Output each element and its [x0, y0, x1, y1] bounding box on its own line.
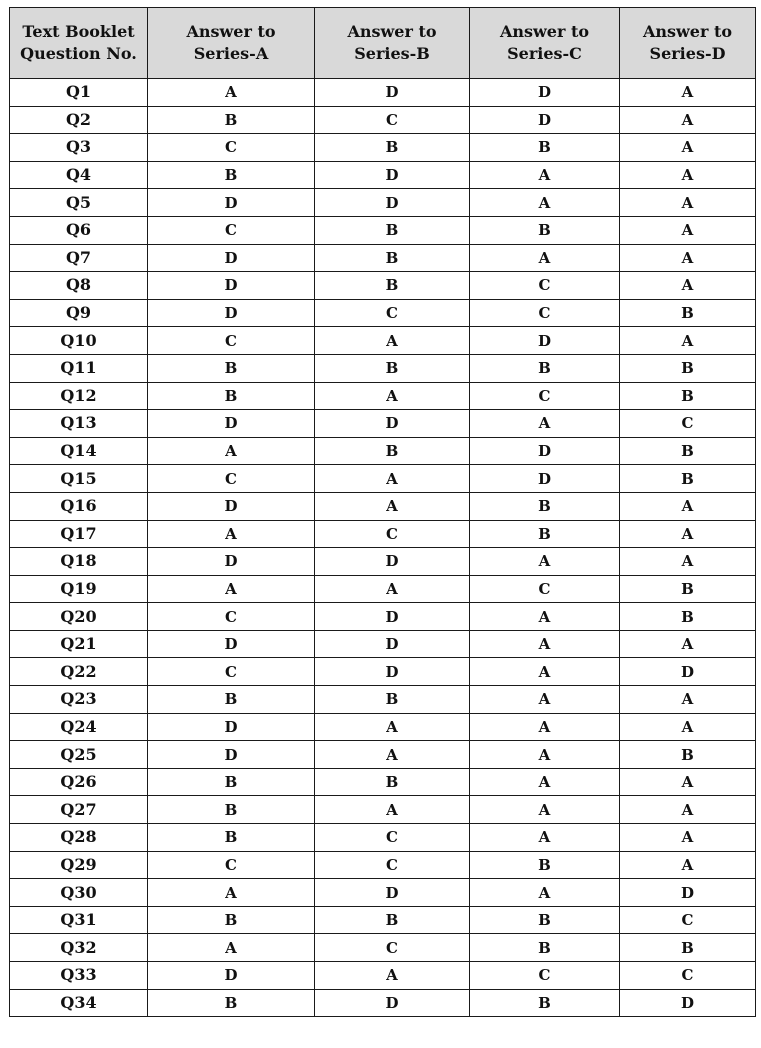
series-c-answer-cell: D [470, 106, 620, 134]
series-c-answer-cell: A [470, 879, 620, 907]
series-d-answer-cell: A [620, 824, 756, 852]
question-number-cell: Q34 [10, 989, 148, 1017]
series-d-answer-cell: A [620, 548, 756, 576]
series-c-answer-cell: B [470, 134, 620, 162]
answer-row [10, 934, 756, 962]
series-a-answer-cell: B [148, 824, 315, 852]
series-a-answer-cell: D [148, 299, 315, 327]
series-c-answer-cell: A [470, 603, 620, 631]
header-series-d-line1: Answer to [642, 22, 733, 41]
series-b-answer-cell: A [315, 327, 470, 355]
answer-row [10, 106, 756, 134]
series-c-answer-cell: C [470, 962, 620, 990]
series-d-answer-cell: A [620, 492, 756, 520]
series-c-answer-cell: D [470, 79, 620, 107]
series-d-answer-cell: A [620, 216, 756, 244]
series-d-answer-cell: A [620, 79, 756, 107]
answer-row [10, 299, 756, 327]
question-number-cell: Q18 [10, 548, 148, 576]
series-d-answer-cell: A [620, 796, 756, 824]
question-number-cell: Q21 [10, 630, 148, 658]
question-number-cell: Q29 [10, 851, 148, 879]
question-number-cell: Q15 [10, 465, 148, 493]
answer-row [10, 272, 756, 300]
series-b-answer-cell: C [315, 851, 470, 879]
header-series-a [148, 8, 315, 79]
series-a-answer-cell: D [148, 962, 315, 990]
series-a-answer-cell: A [148, 879, 315, 907]
header-series-c-line2: Series-C [507, 44, 582, 63]
header-question-no-line2: Question No. [20, 44, 137, 63]
series-b-answer-cell: B [315, 244, 470, 272]
answer-row [10, 768, 756, 796]
answer-row [10, 244, 756, 272]
series-d-answer-cell: A [620, 161, 756, 189]
answer-row [10, 465, 756, 493]
series-d-answer-cell: B [620, 741, 756, 769]
series-a-answer-cell: D [148, 272, 315, 300]
series-c-answer-cell: A [470, 630, 620, 658]
question-number-cell: Q23 [10, 686, 148, 714]
series-a-answer-cell: B [148, 796, 315, 824]
series-b-answer-cell: A [315, 575, 470, 603]
answer-row [10, 630, 756, 658]
answer-row [10, 134, 756, 162]
header-row [10, 8, 756, 79]
series-b-answer-cell: B [315, 272, 470, 300]
question-number-cell: Q32 [10, 934, 148, 962]
series-a-answer-cell: C [148, 603, 315, 631]
question-number-cell: Q12 [10, 382, 148, 410]
series-a-answer-cell: C [148, 658, 315, 686]
series-c-answer-cell: A [470, 713, 620, 741]
series-b-answer-cell: C [315, 934, 470, 962]
question-number-cell: Q17 [10, 520, 148, 548]
header-series-b [315, 8, 470, 79]
series-a-answer-cell: A [148, 437, 315, 465]
series-b-answer-cell: D [315, 630, 470, 658]
series-b-answer-cell: C [315, 299, 470, 327]
series-b-answer-cell: C [315, 106, 470, 134]
series-c-answer-cell: A [470, 658, 620, 686]
series-b-answer-cell: D [315, 161, 470, 189]
question-number-cell: Q7 [10, 244, 148, 272]
series-d-answer-cell: A [620, 768, 756, 796]
header-series-d-line2: Series-D [649, 44, 726, 63]
series-d-answer-cell: A [620, 106, 756, 134]
series-d-answer-cell: B [620, 465, 756, 493]
series-b-answer-cell: A [315, 741, 470, 769]
series-d-answer-cell: A [620, 134, 756, 162]
question-number-cell: Q13 [10, 410, 148, 438]
series-b-answer-cell: D [315, 989, 470, 1017]
series-a-answer-cell: D [148, 741, 315, 769]
answer-row [10, 410, 756, 438]
series-d-answer-cell: A [620, 630, 756, 658]
question-number-cell: Q33 [10, 962, 148, 990]
series-c-answer-cell: A [470, 548, 620, 576]
series-a-answer-cell: C [148, 465, 315, 493]
answer-row [10, 603, 756, 631]
series-c-answer-cell: D [470, 327, 620, 355]
series-d-answer-cell: C [620, 906, 756, 934]
series-d-answer-cell: C [620, 962, 756, 990]
series-c-answer-cell: B [470, 216, 620, 244]
series-d-answer-cell: B [620, 603, 756, 631]
series-b-answer-cell: C [315, 520, 470, 548]
answer-row [10, 437, 756, 465]
answer-row [10, 520, 756, 548]
question-number-cell: Q2 [10, 106, 148, 134]
header-series-d [620, 8, 756, 79]
series-a-answer-cell: B [148, 382, 315, 410]
answer-row [10, 658, 756, 686]
series-d-answer-cell: D [620, 658, 756, 686]
answer-row [10, 713, 756, 741]
series-c-answer-cell: D [470, 437, 620, 465]
series-b-answer-cell: D [315, 189, 470, 217]
series-c-answer-cell: A [470, 244, 620, 272]
series-b-answer-cell: A [315, 382, 470, 410]
answer-row [10, 382, 756, 410]
series-a-answer-cell: B [148, 768, 315, 796]
header-series-b-line2: Series-B [354, 44, 430, 63]
series-b-answer-cell: D [315, 658, 470, 686]
series-a-answer-cell: D [148, 410, 315, 438]
series-b-answer-cell: D [315, 879, 470, 907]
answer-key-table [9, 7, 756, 1017]
series-c-answer-cell: B [470, 520, 620, 548]
series-a-answer-cell: D [148, 630, 315, 658]
series-a-answer-cell: B [148, 106, 315, 134]
series-b-answer-cell: A [315, 713, 470, 741]
series-a-answer-cell: B [148, 989, 315, 1017]
series-c-answer-cell: A [470, 161, 620, 189]
answer-row [10, 327, 756, 355]
series-c-answer-cell: B [470, 354, 620, 382]
series-a-answer-cell: B [148, 161, 315, 189]
series-b-answer-cell: A [315, 465, 470, 493]
series-b-answer-cell: B [315, 768, 470, 796]
series-a-answer-cell: D [148, 548, 315, 576]
series-d-answer-cell: C [620, 410, 756, 438]
question-number-cell: Q5 [10, 189, 148, 217]
header-series-a-line1: Answer to [186, 22, 276, 41]
series-a-answer-cell: C [148, 216, 315, 244]
question-number-cell: Q10 [10, 327, 148, 355]
question-number-cell: Q26 [10, 768, 148, 796]
series-c-answer-cell: B [470, 934, 620, 962]
series-d-answer-cell: A [620, 713, 756, 741]
series-c-answer-cell: A [470, 189, 620, 217]
series-d-answer-cell: A [620, 327, 756, 355]
series-a-answer-cell: D [148, 492, 315, 520]
series-d-answer-cell: A [620, 244, 756, 272]
header-question-no-line1: Text Booklet [22, 22, 135, 41]
series-c-answer-cell: A [470, 741, 620, 769]
question-number-cell: Q20 [10, 603, 148, 631]
series-d-answer-cell: D [620, 879, 756, 907]
question-number-cell: Q28 [10, 824, 148, 852]
series-c-answer-cell: C [470, 575, 620, 603]
series-b-answer-cell: B [315, 906, 470, 934]
series-d-answer-cell: B [620, 437, 756, 465]
series-a-answer-cell: A [148, 575, 315, 603]
series-d-answer-cell: B [620, 575, 756, 603]
answer-row [10, 906, 756, 934]
answer-rows [10, 79, 756, 1017]
series-c-answer-cell: A [470, 410, 620, 438]
series-b-answer-cell: C [315, 824, 470, 852]
series-a-answer-cell: C [148, 134, 315, 162]
series-b-answer-cell: B [315, 437, 470, 465]
series-d-answer-cell: B [620, 382, 756, 410]
series-d-answer-cell: A [620, 686, 756, 714]
answer-row [10, 824, 756, 852]
series-c-answer-cell: B [470, 851, 620, 879]
answer-row [10, 216, 756, 244]
series-a-answer-cell: A [148, 520, 315, 548]
answer-row [10, 492, 756, 520]
question-number-cell: Q27 [10, 796, 148, 824]
series-b-answer-cell: B [315, 134, 470, 162]
answer-row [10, 796, 756, 824]
answer-row [10, 851, 756, 879]
series-d-answer-cell: A [620, 520, 756, 548]
series-c-answer-cell: B [470, 989, 620, 1017]
series-a-answer-cell: C [148, 327, 315, 355]
series-b-answer-cell: A [315, 796, 470, 824]
series-c-answer-cell: C [470, 382, 620, 410]
question-number-cell: Q30 [10, 879, 148, 907]
series-d-answer-cell: B [620, 299, 756, 327]
answer-row [10, 686, 756, 714]
series-c-answer-cell: C [470, 272, 620, 300]
question-number-cell: Q24 [10, 713, 148, 741]
series-a-answer-cell: B [148, 906, 315, 934]
series-c-answer-cell: A [470, 768, 620, 796]
series-a-answer-cell: D [148, 713, 315, 741]
series-a-answer-cell: B [148, 686, 315, 714]
question-number-cell: Q31 [10, 906, 148, 934]
series-b-answer-cell: D [315, 548, 470, 576]
series-d-answer-cell: A [620, 189, 756, 217]
series-a-answer-cell: B [148, 354, 315, 382]
answer-row [10, 741, 756, 769]
header-series-a-line2: Series-A [193, 44, 269, 63]
answer-row [10, 962, 756, 990]
answer-row [10, 354, 756, 382]
header-series-b-line1: Answer to [347, 22, 437, 41]
question-number-cell: Q1 [10, 79, 148, 107]
question-number-cell: Q6 [10, 216, 148, 244]
series-d-answer-cell: B [620, 934, 756, 962]
question-number-cell: Q19 [10, 575, 148, 603]
answer-row [10, 575, 756, 603]
series-c-answer-cell: C [470, 299, 620, 327]
question-number-cell: Q8 [10, 272, 148, 300]
question-number-cell: Q11 [10, 354, 148, 382]
series-a-answer-cell: D [148, 189, 315, 217]
header-series-c [470, 8, 620, 79]
answer-row [10, 161, 756, 189]
question-number-cell: Q14 [10, 437, 148, 465]
series-b-answer-cell: B [315, 686, 470, 714]
header-series-c-line1: Answer to [499, 22, 590, 41]
series-c-answer-cell: B [470, 492, 620, 520]
series-c-answer-cell: A [470, 824, 620, 852]
series-b-answer-cell: A [315, 492, 470, 520]
series-c-answer-cell: D [470, 465, 620, 493]
series-d-answer-cell: B [620, 354, 756, 382]
series-c-answer-cell: A [470, 686, 620, 714]
series-c-answer-cell: A [470, 796, 620, 824]
series-b-answer-cell: D [315, 603, 470, 631]
series-d-answer-cell: D [620, 989, 756, 1017]
series-b-answer-cell: D [315, 79, 470, 107]
header-question-no [10, 8, 148, 79]
answer-row [10, 79, 756, 107]
answer-row [10, 189, 756, 217]
series-c-answer-cell: B [470, 906, 620, 934]
series-a-answer-cell: A [148, 934, 315, 962]
question-number-cell: Q16 [10, 492, 148, 520]
series-d-answer-cell: A [620, 272, 756, 300]
series-b-answer-cell: A [315, 962, 470, 990]
question-number-cell: Q4 [10, 161, 148, 189]
answer-row [10, 879, 756, 907]
question-number-cell: Q22 [10, 658, 148, 686]
answer-row [10, 548, 756, 576]
series-b-answer-cell: B [315, 354, 470, 382]
series-a-answer-cell: C [148, 851, 315, 879]
series-a-answer-cell: D [148, 244, 315, 272]
question-number-cell: Q9 [10, 299, 148, 327]
question-number-cell: Q3 [10, 134, 148, 162]
series-b-answer-cell: B [315, 216, 470, 244]
series-a-answer-cell: A [148, 79, 315, 107]
answer-row [10, 989, 756, 1017]
series-d-answer-cell: A [620, 851, 756, 879]
series-b-answer-cell: D [315, 410, 470, 438]
question-number-cell: Q25 [10, 741, 148, 769]
